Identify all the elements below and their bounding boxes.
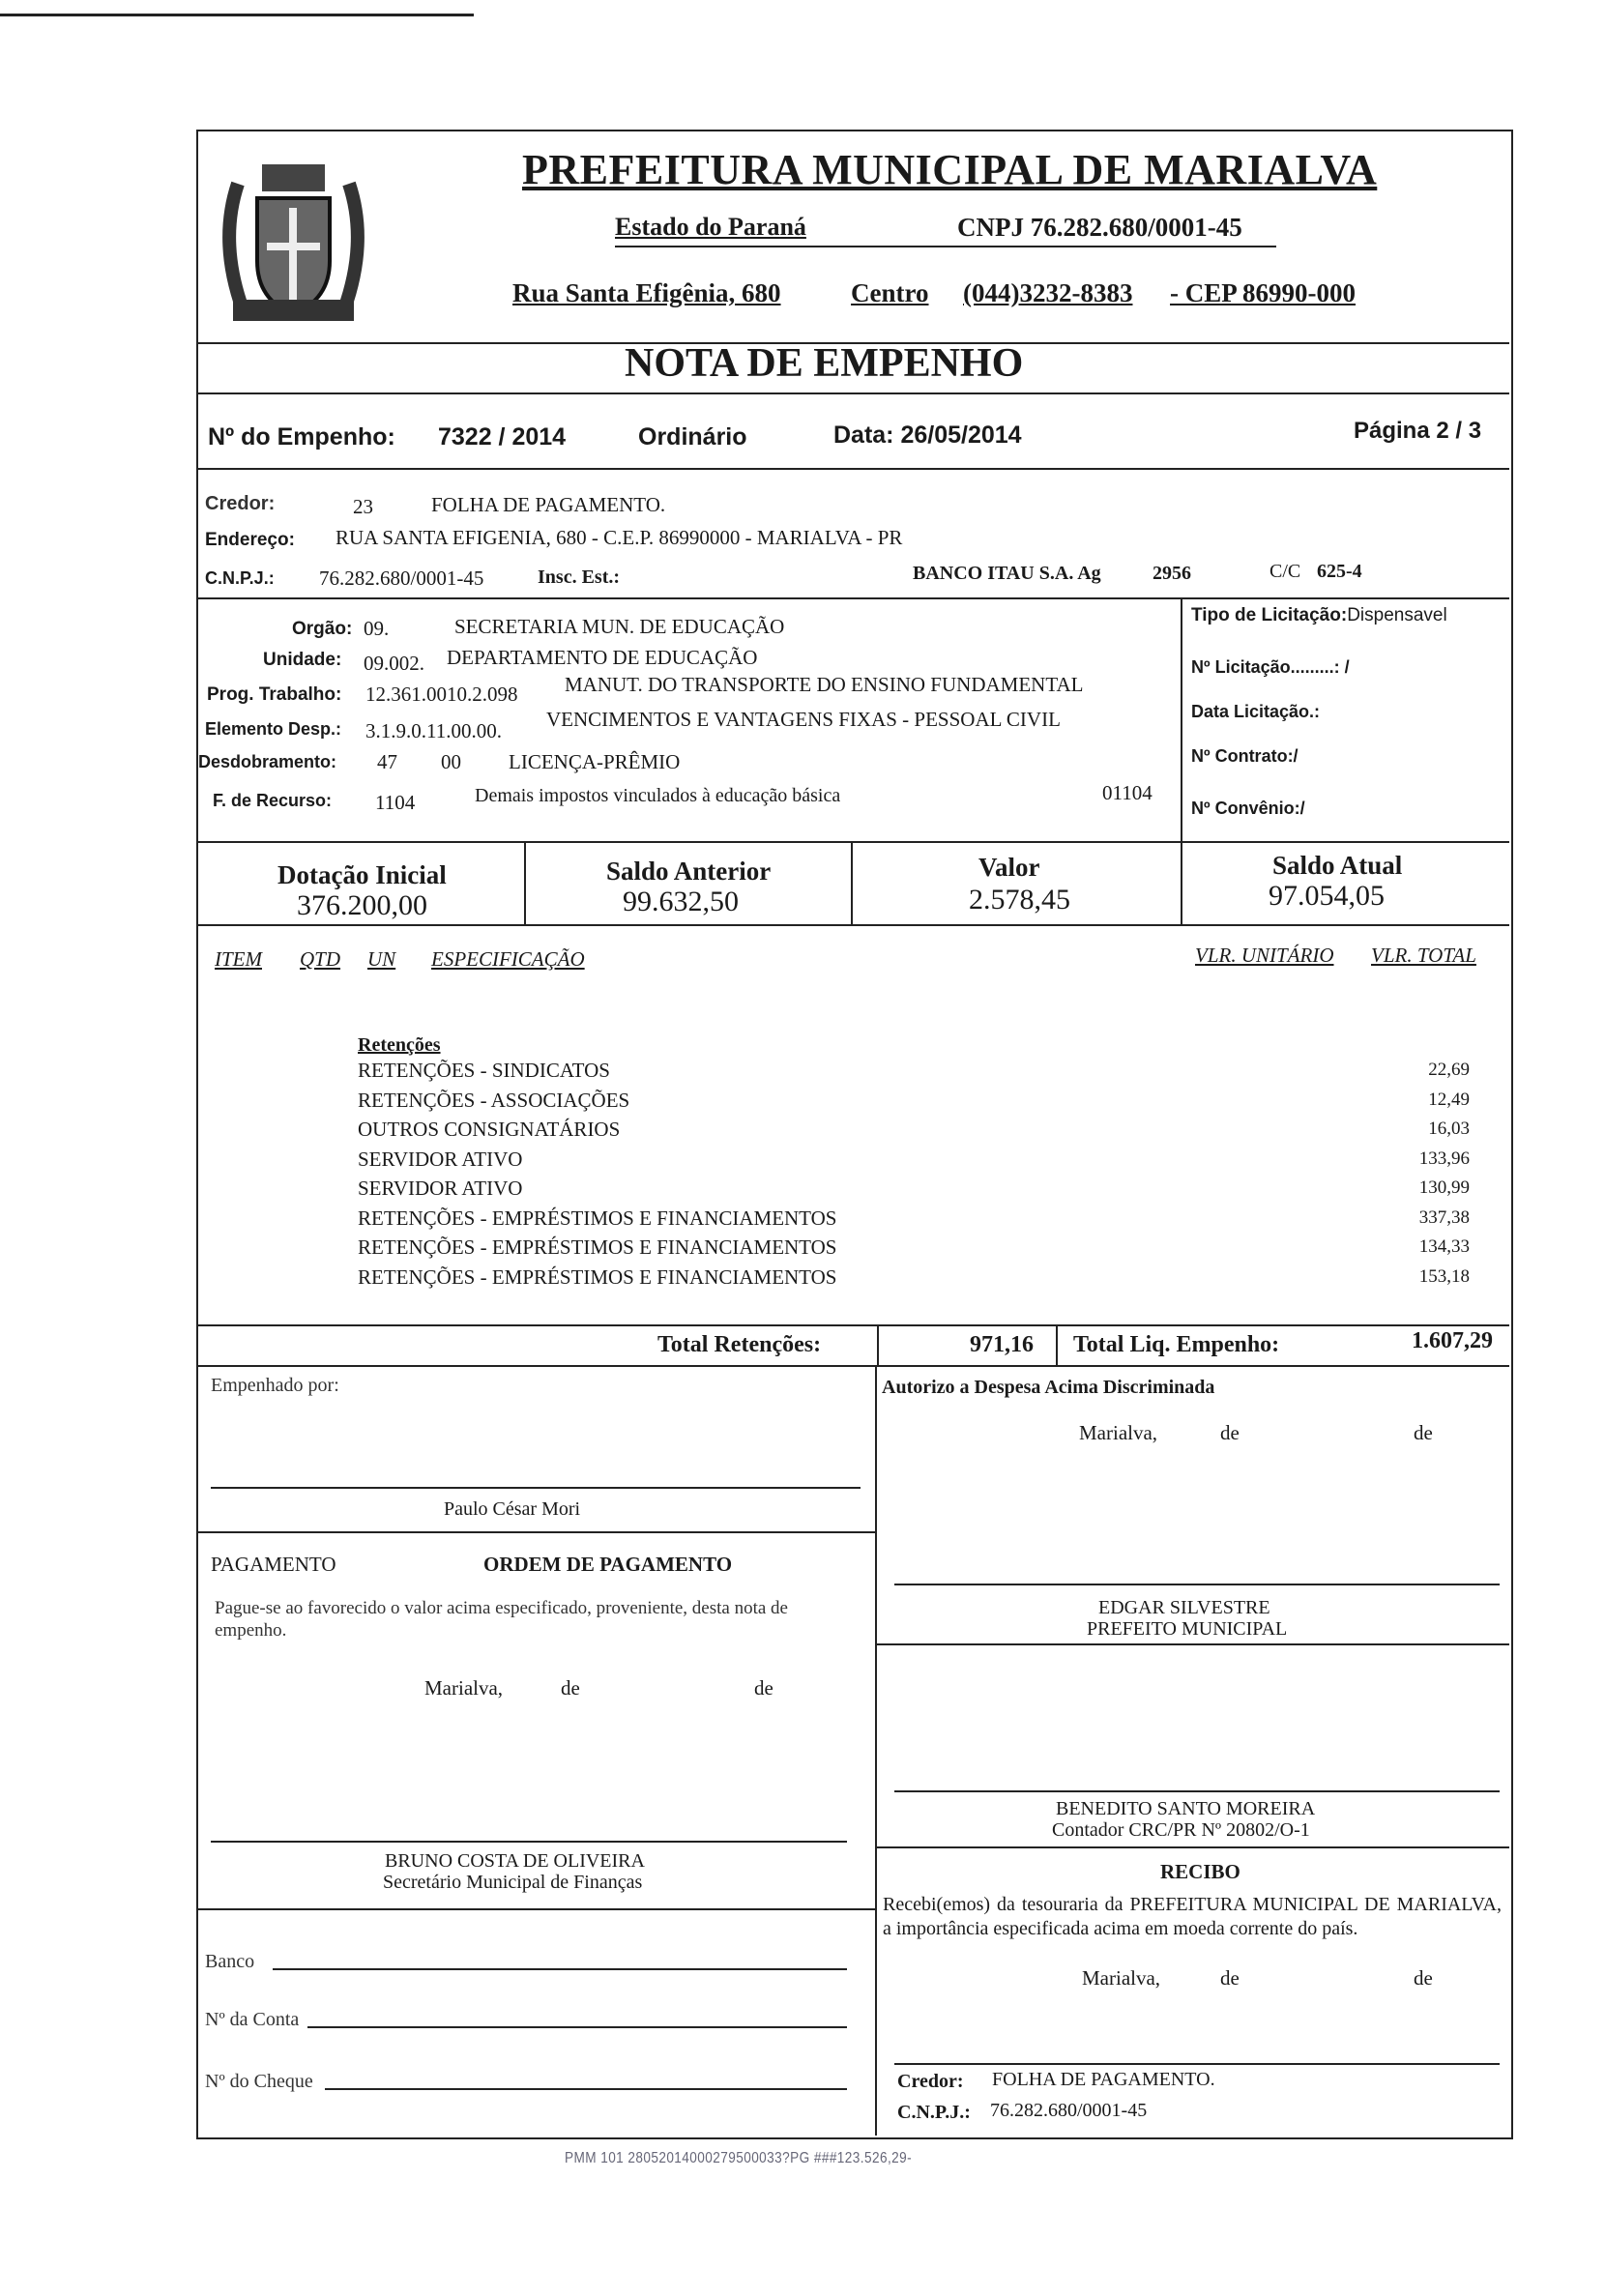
saldo-atual-label: Saldo Atual	[1272, 851, 1403, 880]
prog-trabalho-label: Prog. Trabalho:	[207, 684, 342, 705]
contador-name: BENEDITO SANTO MOREIRA	[1056, 1798, 1316, 1819]
municipality-title: PREFEITURA MUNICIPAL DE MARIALVA	[522, 146, 1378, 193]
col-vlr-unitario: VLR. UNITÁRIO	[1195, 944, 1334, 967]
retencao-row	[358, 1115, 1489, 1145]
retencao-value: 130,99	[1418, 1177, 1470, 1198]
retencao-value: 22,69	[1428, 1060, 1470, 1080]
pagamento-local: Marialva,	[424, 1676, 504, 1700]
numero-contrato: Nº Contrato:/	[1191, 746, 1299, 766]
retencao-row	[358, 1233, 1489, 1263]
cheque-label: Nº do Cheque	[205, 2071, 313, 2092]
prefeito-name: EDGAR SILVESTRE	[1098, 1597, 1270, 1618]
empenho-date: Data: 26/05/2014	[833, 421, 1022, 449]
col-especificacao: ESPECIFICAÇÃO	[431, 947, 585, 971]
credor-code: 23	[353, 495, 373, 518]
data-licitacao: Data Licitação.:	[1191, 702, 1321, 721]
header-cep: - CEP 86990-000	[1170, 278, 1356, 307]
conta-label: Nº da Conta	[205, 2009, 300, 2030]
retencao-value: 134,33	[1418, 1236, 1470, 1257]
total-liq-label: Total Liq. Empenho:	[1073, 1332, 1280, 1357]
retencao-desc: RETENÇÕES - ASSOCIAÇÕES	[358, 1088, 630, 1112]
contador-title: Contador CRC/PR Nº 20802/O-1	[1052, 1819, 1310, 1841]
orgao-code: 09.	[364, 617, 390, 640]
retencao-row	[358, 1263, 1489, 1293]
coat-of-arms-logo	[199, 155, 388, 338]
recurso-label: F. de Recurso:	[213, 791, 333, 810]
saldo-anterior-value: 99.632,50	[623, 886, 739, 917]
state-label: Estado do Paraná	[615, 213, 806, 241]
tipo-licitacao-value: Dispensavel	[1347, 605, 1447, 625]
saldo-atual-value: 97.054,05	[1269, 880, 1385, 912]
valor-label: Valor	[978, 853, 1040, 882]
retencao-row	[358, 1145, 1489, 1175]
desdobramento-sub: 00	[441, 750, 461, 773]
page-number: Página 2 / 3	[1354, 418, 1482, 444]
endereco-label: Endereço:	[205, 530, 295, 550]
unidade-code: 09.002.	[364, 652, 424, 675]
elemento-code: 3.1.9.0.11.00.00.	[365, 719, 502, 742]
recibo-de-1: de	[1220, 1966, 1240, 1990]
elemento-label: Elemento Desp.:	[205, 719, 342, 739]
retencoes-list	[358, 1056, 1489, 1292]
empenho-number-label: Nº do Empenho:	[208, 423, 395, 450]
cnpj-label: C.N.P.J.:	[205, 568, 275, 588]
empenhado-por-label: Empenhado por:	[211, 1375, 339, 1396]
retencao-value: 153,18	[1418, 1265, 1470, 1287]
recurso-name: Demais impostos vinculados à educação básica	[475, 785, 841, 806]
retencao-value: 12,49	[1428, 1089, 1470, 1110]
recibo-cnpj-label: C.N.P.J.:	[897, 2102, 971, 2123]
credor-cnpj: 76.282.680/0001-45	[319, 567, 484, 590]
credor-name: FOLHA DE PAGAMENTO.	[431, 493, 666, 516]
banco-label: Banco	[205, 1951, 255, 1972]
retencao-value: 16,03	[1428, 1119, 1470, 1139]
desdobramento-code: 47	[377, 750, 397, 773]
retencao-row	[358, 1204, 1489, 1234]
scan-edge-line	[0, 14, 474, 16]
empenho-type: Ordinário	[638, 423, 747, 450]
prefeito-title: PREFEITO MUNICIPAL	[1087, 1618, 1288, 1640]
recibo-de-2: de	[1414, 1966, 1433, 1990]
credor-label: Credor:	[205, 493, 276, 514]
col-vlr-total: VLR. TOTAL	[1371, 944, 1476, 967]
recibo-local: Marialva,	[1082, 1966, 1161, 1990]
document-title: NOTA DE EMPENHO	[625, 341, 1024, 386]
col-qtd: QTD	[300, 947, 341, 971]
retencao-desc: OUTROS CONSIGNATÁRIOS	[358, 1118, 621, 1141]
pagamento-de-1: de	[561, 1676, 580, 1700]
header-district: Centro	[851, 278, 929, 307]
recibo-credor-label: Credor:	[897, 2071, 964, 2092]
empenho-number: 7322 / 2014	[438, 423, 567, 450]
col-un: UN	[367, 947, 396, 971]
retencao-row	[358, 1174, 1489, 1204]
unidade-label: Unidade:	[263, 650, 342, 670]
col-item: ITEM	[215, 947, 262, 971]
prog-trabalho-code: 12.361.0010.2.098	[365, 683, 518, 706]
numero-convenio: Nº Convênio:/	[1191, 799, 1305, 818]
secretario-title: Secretário Municipal de Finanças	[383, 1872, 643, 1893]
valor-value: 2.578,45	[969, 884, 1070, 915]
desdobramento-label: Desdobramento:	[198, 752, 337, 771]
pague-se-text: Pague-se ao favorecido o valor acima especificado, proveniente, desta nota de empenho.	[215, 1598, 788, 1641]
cc-label: C/C	[1269, 561, 1301, 582]
retencao-desc: RETENÇÕES - EMPRÉSTIMOS E FINANCIAMENTOS	[358, 1235, 837, 1259]
retencoes-title: Retenções	[358, 1034, 441, 1056]
tipo-licitacao-label	[1191, 605, 1447, 626]
retencoes-section	[358, 1034, 1489, 1292]
recibo-credor-name: FOLHA DE PAGAMENTO.	[992, 2069, 1215, 2090]
retencao-row	[358, 1086, 1489, 1116]
retencao-desc: RETENÇÕES - EMPRÉSTIMOS E FINANCIAMENTOS	[358, 1206, 837, 1230]
secretario-name: BRUNO COSTA DE OLIVEIRA	[385, 1850, 645, 1872]
autorizo-label: Autorizo a Despesa Acima Discriminada	[882, 1377, 1215, 1398]
bank-name: BANCO ITAU S.A. Ag	[913, 563, 1101, 584]
dotacao-inicial-label: Dotação Inicial	[277, 860, 447, 889]
retencao-desc: SERVIDOR ATIVO	[358, 1147, 523, 1171]
retencao-desc: RETENÇÕES - SINDICATOS	[358, 1059, 610, 1082]
tipo-licitacao-text: Tipo de Licitação:	[1191, 605, 1348, 625]
total-liq-value: 1.607,29	[1412, 1328, 1493, 1353]
header-address: Rua Santa Efigênia, 680	[512, 278, 781, 307]
header-phone: (044)3232-8383	[963, 278, 1133, 307]
unidade-name: DEPARTAMENTO DE EDUCAÇÃO	[447, 646, 758, 669]
desdobramento-name: LICENÇA-PRÊMIO	[509, 750, 681, 773]
empenhado-por-name: Paulo César Mori	[444, 1498, 581, 1520]
retencao-value: 337,38	[1418, 1206, 1470, 1228]
bank-account: 625-4	[1317, 561, 1362, 582]
numero-licitacao: Nº Licitação.........: /	[1191, 657, 1350, 677]
elemento-name: VENCIMENTOS E VANTAGENS FIXAS - PESSOAL CIVIL	[546, 708, 1061, 731]
header-cnpj: CNPJ 76.282.680/0001-45	[957, 213, 1242, 242]
orgao-name: SECRETARIA MUN. DE EDUCAÇÃO	[454, 615, 785, 638]
recibo-text: Recebi(emos) da tesouraria da PREFEITURA MUNICIPAL DE MARIALVA, a importância especificada acima em moeda corrente do país.	[883, 1894, 1502, 1939]
dotacao-inicial-value: 376.200,00	[297, 889, 427, 921]
pagamento-de-2: de	[754, 1676, 773, 1700]
saldo-anterior-label: Saldo Anterior	[606, 857, 772, 886]
orgao-label: Orgão:	[292, 619, 353, 639]
total-retencoes-label: Total Retenções:	[657, 1332, 822, 1357]
recibo-title: RECIBO	[1160, 1860, 1240, 1883]
recibo-cnpj: 76.282.680/0001-45	[990, 2100, 1148, 2121]
recurso-ref: 01104	[1102, 781, 1153, 804]
recurso-code: 1104	[375, 791, 416, 814]
bank-agency: 2956	[1153, 563, 1191, 584]
autorizo-de-1: de	[1220, 1421, 1240, 1444]
total-retencoes-value: 971,16	[970, 1332, 1034, 1357]
retencao-desc: RETENÇÕES - EMPRÉSTIMOS E FINANCIAMENTOS	[358, 1264, 837, 1289]
retencao-value: 133,96	[1418, 1148, 1470, 1169]
prog-trabalho-name: MANUT. DO TRANSPORTE DO ENSINO FUNDAMENTAL	[565, 673, 1084, 696]
footer-barcode-text: PMM 101 28052014000279500033?PG ###123.526,29-	[565, 2150, 913, 2166]
credor-address: RUA SANTA EFIGENIA, 680 - C.E.P. 86990000 - MARIALVA - PR	[336, 526, 903, 549]
insc-est-label: Insc. Est.:	[538, 567, 621, 588]
ordem-pagamento-label: ORDEM DE PAGAMENTO	[483, 1553, 733, 1576]
pagamento-label: PAGAMENTO	[211, 1553, 336, 1576]
retencao-row	[358, 1056, 1489, 1086]
retencao-desc: SERVIDOR ATIVO	[358, 1177, 523, 1200]
autorizo-de-2: de	[1414, 1421, 1433, 1444]
autorizo-local: Marialva,	[1079, 1421, 1158, 1444]
